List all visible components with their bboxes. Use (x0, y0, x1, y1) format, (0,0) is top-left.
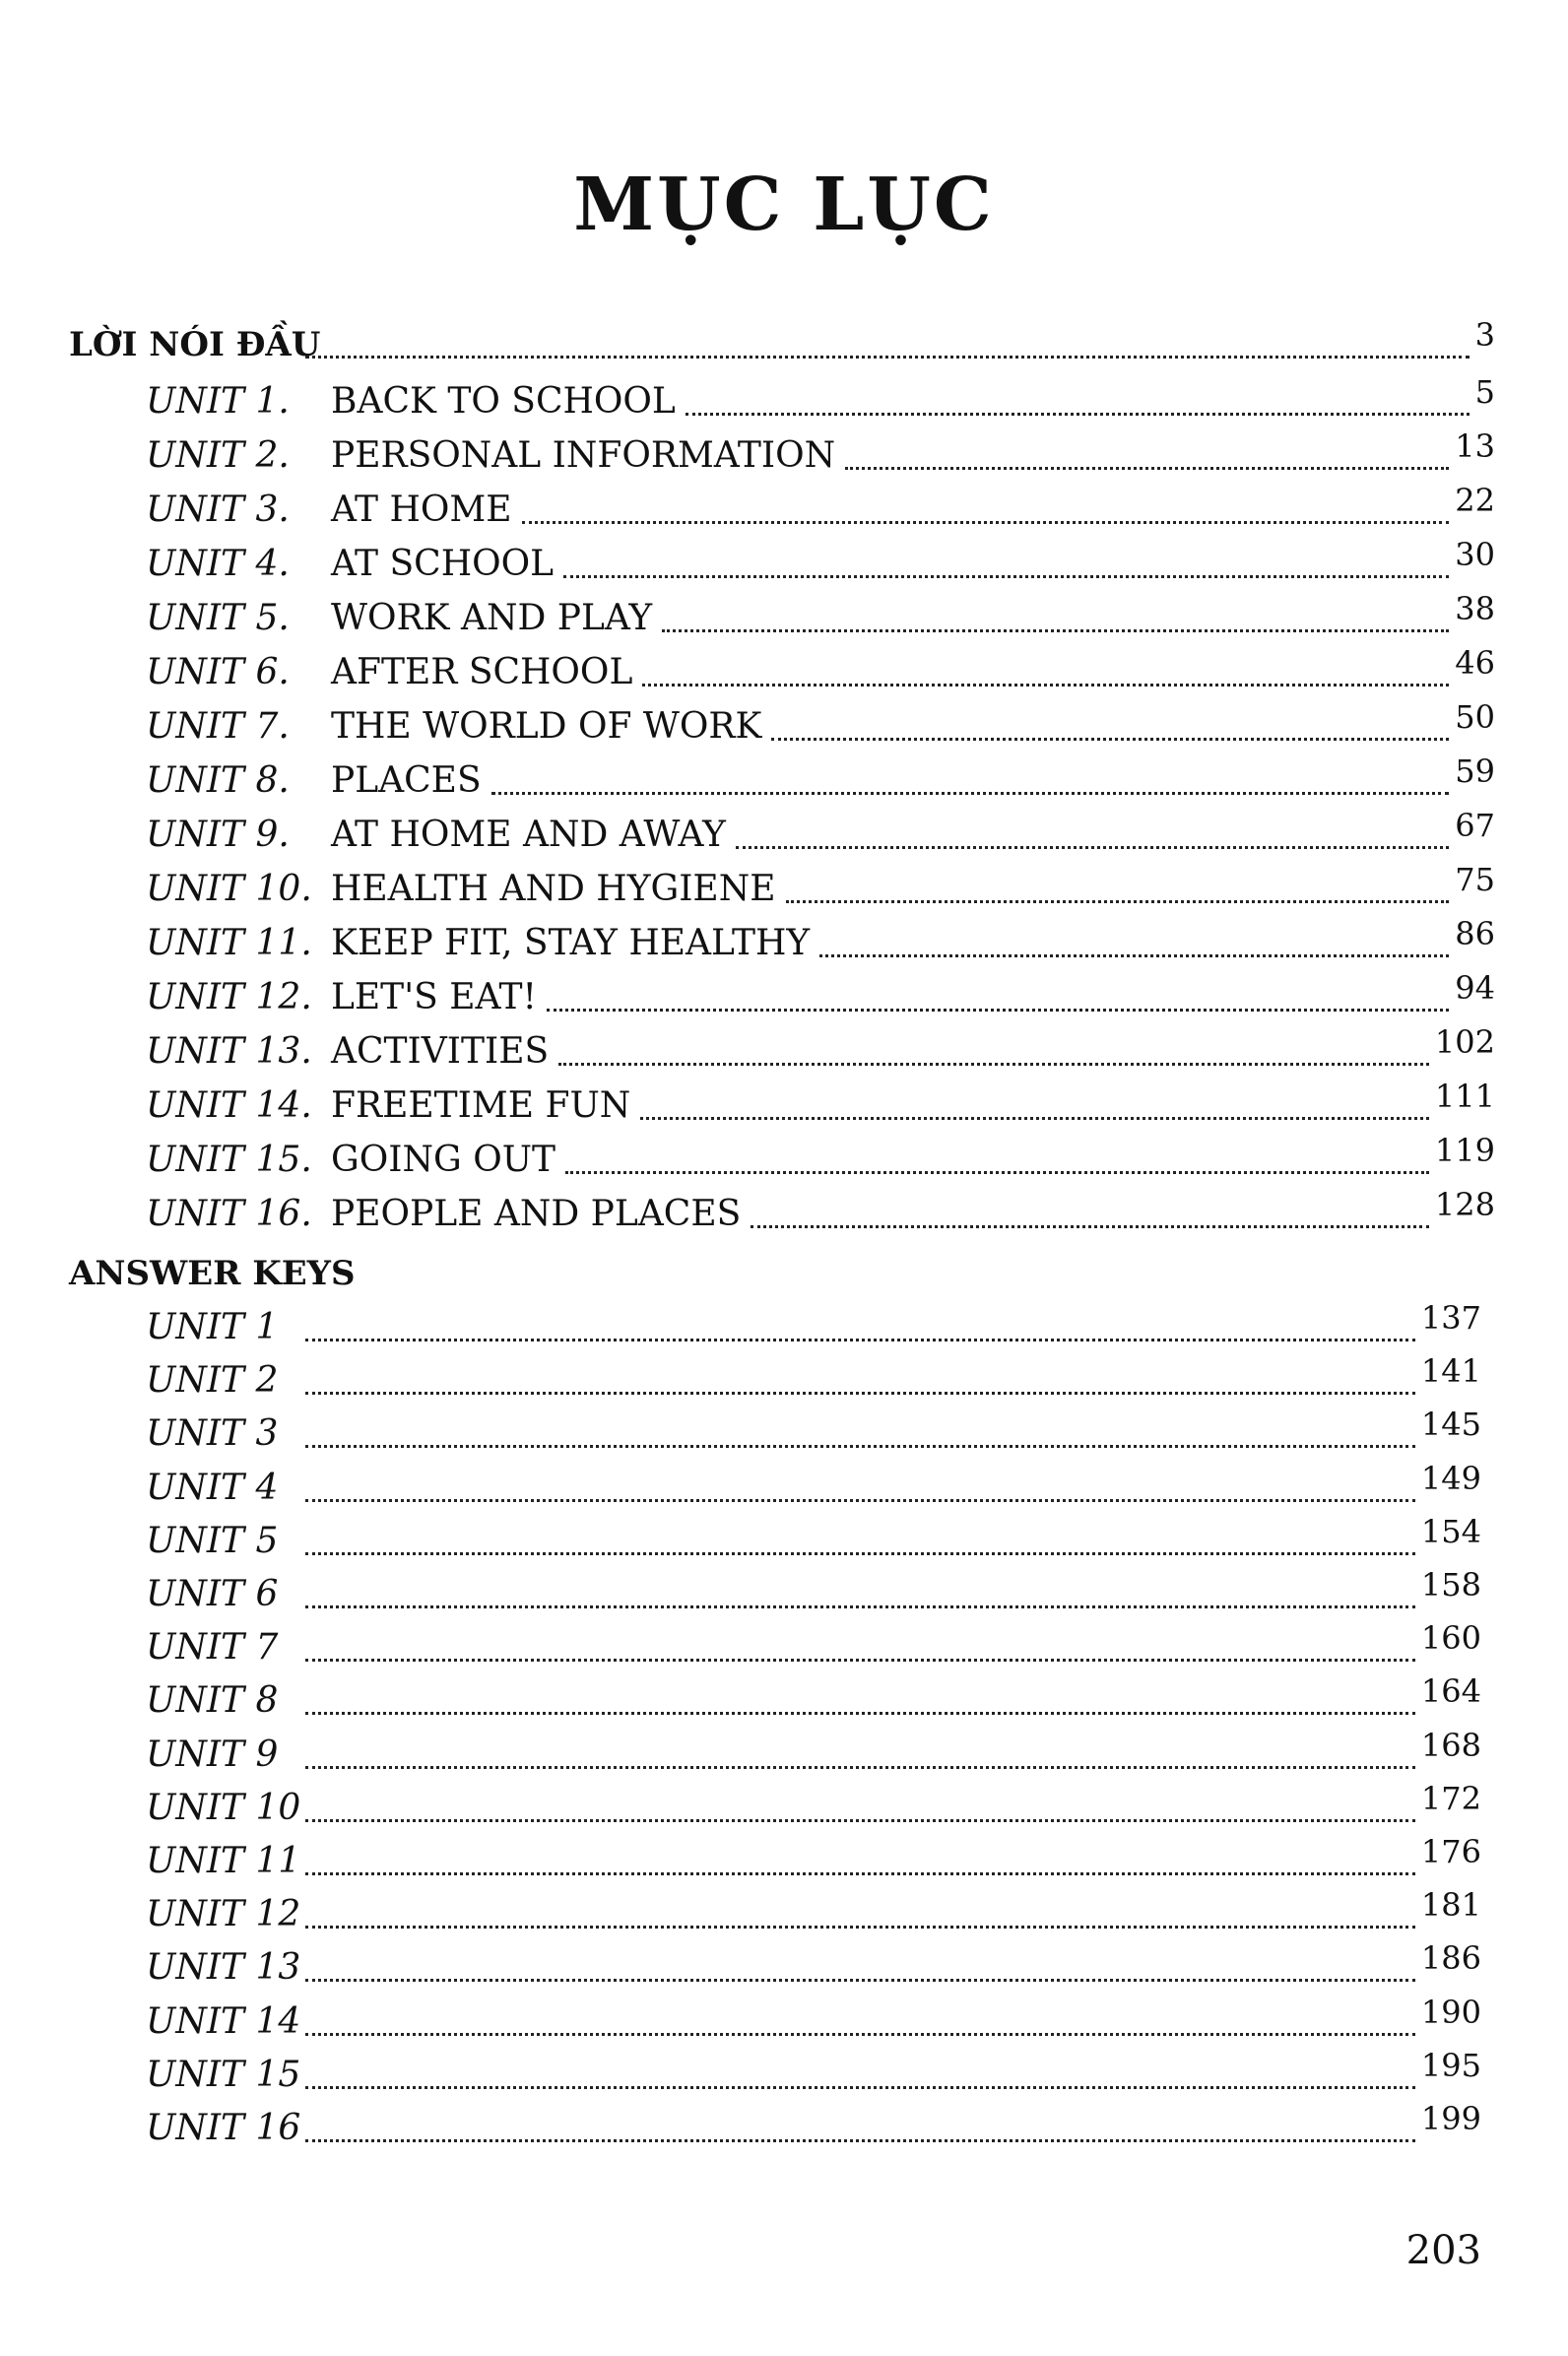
unit-title: GOING OUT (331, 1140, 556, 1180)
unit-label: UNIT 8. (146, 760, 290, 801)
dot-leader (563, 575, 1449, 578)
answer-key-label: UNIT 7 (146, 1627, 279, 1669)
answer-key-page: 195 (1420, 2046, 1481, 2084)
unit-title: AFTER SCHOOL (331, 652, 633, 692)
unit-row (0, 1023, 1568, 1077)
answer-key-label: UNIT 3 (146, 1413, 279, 1455)
answer-key-page: 154 (1420, 1512, 1481, 1550)
dot-leader (736, 846, 1449, 849)
dot-leader (305, 1605, 1415, 1608)
dot-leader (305, 1659, 1415, 1662)
answer-key-page: 176 (1420, 1833, 1481, 1870)
unit-page: 59 (1455, 753, 1495, 790)
page-number: 203 (1405, 2228, 1481, 2273)
unit-title: PLACES (331, 760, 482, 801)
answer-keys-heading: ANSWER KEYS (69, 1254, 356, 1293)
dot-leader (305, 1712, 1415, 1715)
unit-page: 22 (1455, 482, 1495, 519)
dot-leader (305, 2139, 1415, 2142)
unit-label: UNIT 1. (146, 381, 290, 422)
unit-row (0, 373, 1568, 426)
dot-leader (305, 1872, 1415, 1875)
unit-page: 46 (1455, 644, 1495, 682)
unit-row (0, 698, 1568, 752)
unit-row (0, 969, 1568, 1022)
dot-leader (305, 1339, 1415, 1342)
unit-page: 94 (1455, 969, 1495, 1007)
dot-leader (305, 1766, 1415, 1769)
answer-key-row (0, 1406, 1568, 1459)
answer-key-page: 149 (1420, 1459, 1481, 1497)
unit-label: UNIT 16. (146, 1194, 312, 1234)
intro-row (0, 316, 1568, 369)
unit-label: UNIT 14. (146, 1085, 312, 1126)
unit-row (0, 915, 1568, 968)
dot-leader (305, 1499, 1415, 1502)
answer-key-label: UNIT 8 (146, 1680, 279, 1722)
unit-label: UNIT 15. (146, 1140, 312, 1180)
dot-leader (786, 900, 1449, 903)
answer-key-label: UNIT 14 (146, 2000, 301, 2042)
unit-row (0, 861, 1568, 914)
answer-key-row (0, 1512, 1568, 1566)
dot-leader (686, 413, 1470, 416)
dot-leader (547, 1009, 1449, 1012)
unit-row (0, 1078, 1568, 1131)
unit-title: ACTIVITIES (331, 1031, 550, 1072)
dot-leader (305, 2033, 1415, 2036)
answer-key-label: UNIT 11 (146, 1841, 301, 1881)
dot-leader (845, 467, 1449, 470)
unit-row (0, 427, 1568, 481)
unit-page: 67 (1455, 807, 1495, 844)
dot-leader (305, 1445, 1415, 1448)
page-title: MỤC LỤC (573, 163, 995, 247)
unit-page: 128 (1434, 1186, 1495, 1223)
answer-key-row (0, 1566, 1568, 1619)
unit-title: WORK AND PLAY (331, 598, 653, 638)
unit-row (0, 1132, 1568, 1185)
unit-page: 50 (1455, 698, 1495, 736)
unit-title: LET'S EAT! (331, 977, 537, 1017)
answer-key-row (0, 2100, 1568, 2153)
unit-page: 75 (1455, 861, 1495, 898)
unit-row (0, 807, 1568, 860)
answer-key-row (0, 1672, 1568, 1726)
answer-key-page: 137 (1420, 1299, 1481, 1337)
unit-title: AT HOME (331, 490, 512, 530)
dot-leader (305, 1552, 1415, 1555)
answer-key-label: UNIT 4 (146, 1467, 279, 1508)
answer-key-row (0, 1779, 1568, 1833)
unit-title: THE WORLD OF WORK (331, 706, 762, 747)
answer-key-page: 190 (1420, 1993, 1481, 2031)
answer-key-label: UNIT 12 (146, 1894, 301, 1935)
dot-leader (305, 2086, 1415, 2089)
answer-key-row (0, 1993, 1568, 2047)
dot-leader (522, 521, 1449, 524)
dot-leader (771, 738, 1449, 741)
dot-leader (662, 629, 1449, 632)
intro-page: 3 (1474, 316, 1495, 354)
answer-key-page: 158 (1420, 1566, 1481, 1603)
unit-title: BACK TO SCHOOL (331, 381, 676, 422)
unit-label: UNIT 6. (146, 652, 290, 692)
dot-leader (305, 356, 1470, 359)
unit-row (0, 482, 1568, 535)
answer-key-label: UNIT 5 (146, 1520, 279, 1561)
unit-title: PEOPLE AND PLACES (331, 1194, 742, 1234)
unit-page: 119 (1434, 1132, 1495, 1169)
dot-leader (491, 792, 1449, 795)
answer-key-label: UNIT 16 (146, 2108, 301, 2148)
answer-key-row (0, 1833, 1568, 1886)
unit-title: PERSONAL INFORMATION (331, 435, 836, 476)
intro-label: LỜI NÓI ĐẦU (69, 325, 321, 364)
answer-key-row (0, 1939, 1568, 1993)
answer-key-page: 181 (1420, 1886, 1481, 1925)
unit-title: FREETIME FUN (331, 1085, 631, 1126)
answer-key-row (0, 1459, 1568, 1513)
unit-label: UNIT 5. (146, 598, 290, 638)
answer-key-row (0, 1886, 1568, 1939)
dot-leader (305, 1392, 1415, 1395)
unit-page: 13 (1455, 427, 1495, 465)
answer-key-page: 145 (1420, 1406, 1481, 1444)
unit-row (0, 536, 1568, 589)
answer-key-label: UNIT 1 (146, 1307, 279, 1347)
answer-key-page: 160 (1420, 1619, 1481, 1658)
unit-title: KEEP FIT, STAY HEALTHY (331, 923, 811, 963)
answer-key-row (0, 1352, 1568, 1406)
answer-key-label: UNIT 9 (146, 1734, 279, 1775)
answer-key-page: 186 (1420, 1939, 1481, 1978)
unit-row (0, 753, 1568, 806)
unit-page: 38 (1455, 590, 1495, 627)
unit-label: UNIT 13. (146, 1031, 312, 1072)
answer-key-page: 172 (1420, 1779, 1481, 1817)
unit-page: 5 (1474, 373, 1495, 411)
unit-title: AT HOME AND AWAY (331, 815, 726, 855)
unit-label: UNIT 12. (146, 977, 312, 1017)
dot-leader (565, 1171, 1429, 1174)
unit-row (0, 644, 1568, 697)
unit-page: 102 (1434, 1023, 1495, 1061)
answer-key-page: 164 (1420, 1672, 1481, 1711)
dot-leader (640, 1117, 1429, 1120)
dot-leader (305, 1979, 1415, 1982)
dot-leader (819, 954, 1449, 957)
answer-key-row (0, 2046, 1568, 2100)
unit-page: 111 (1434, 1078, 1495, 1115)
unit-label: UNIT 9. (146, 815, 290, 855)
unit-row (0, 1186, 1568, 1239)
dot-leader (642, 684, 1449, 687)
dot-leader (751, 1225, 1429, 1228)
dot-leader (305, 1819, 1415, 1822)
unit-label: UNIT 4. (146, 544, 290, 584)
answer-key-page: 141 (1420, 1352, 1481, 1391)
answer-key-row (0, 1726, 1568, 1780)
answer-key-label: UNIT 15 (146, 2054, 301, 2095)
unit-label: UNIT 7. (146, 706, 290, 747)
dot-leader (558, 1063, 1429, 1066)
unit-label: UNIT 11. (146, 923, 312, 963)
unit-page: 86 (1455, 915, 1495, 952)
unit-page: 30 (1455, 536, 1495, 573)
dot-leader (305, 1926, 1415, 1929)
answer-key-label: UNIT 10 (146, 1787, 301, 1828)
answer-key-row (0, 1619, 1568, 1672)
unit-title: AT SCHOOL (331, 544, 555, 584)
unit-label: UNIT 3. (146, 490, 290, 530)
answer-key-row (0, 1299, 1568, 1352)
answer-key-label: UNIT 13 (146, 1947, 301, 1989)
answer-key-label: UNIT 2 (146, 1360, 279, 1402)
answer-key-label: UNIT 6 (146, 1574, 279, 1614)
unit-title: HEALTH AND HYGIENE (331, 869, 776, 909)
answer-key-page: 199 (1420, 2100, 1481, 2137)
unit-row (0, 590, 1568, 643)
unit-label: UNIT 2. (146, 435, 290, 476)
answer-key-page: 168 (1420, 1726, 1481, 1764)
unit-label: UNIT 10. (146, 869, 312, 909)
